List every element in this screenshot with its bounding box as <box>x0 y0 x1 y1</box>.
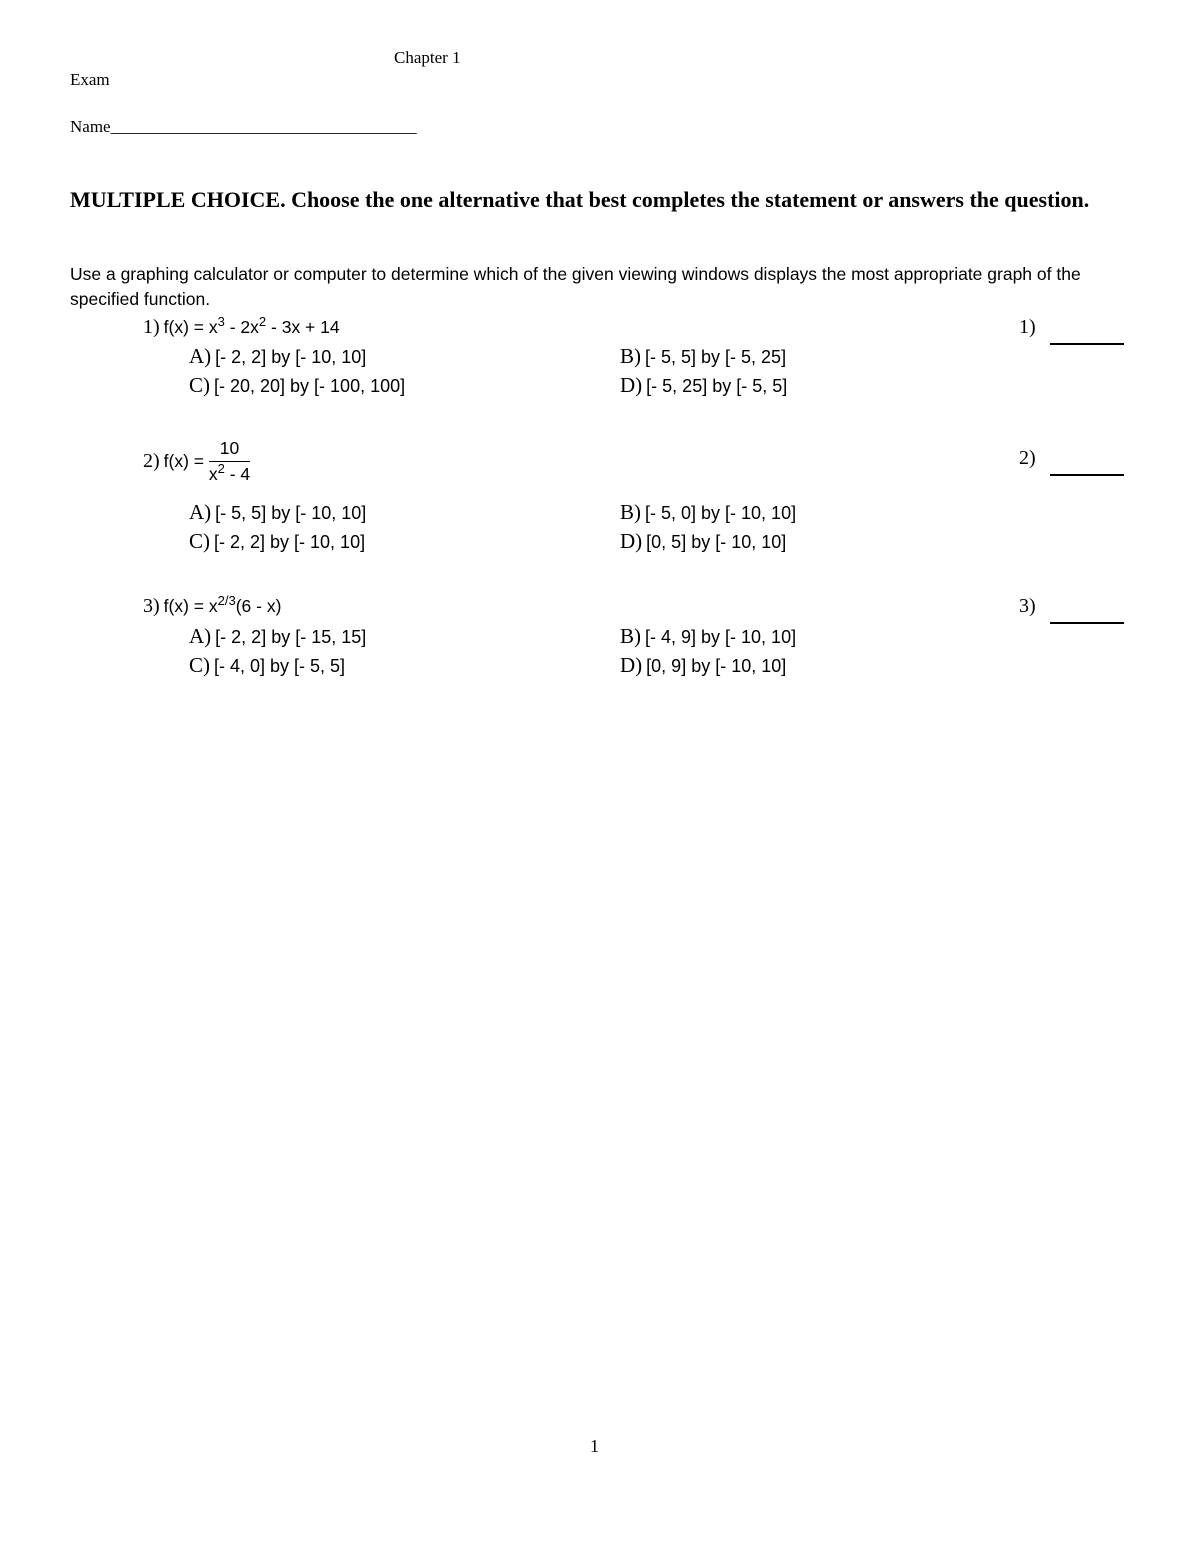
question-2-option-a[interactable] <box>189 500 366 525</box>
option-text: [- 2, 2] by [- 10, 10] <box>214 532 366 552</box>
page-number: 1 <box>590 1436 599 1456</box>
option-text: [- 5, 5] by [- 5, 25] <box>645 347 787 367</box>
q1-func-suffix: - 3x + 14 <box>266 317 340 337</box>
option-letter: B) <box>620 500 641 524</box>
option-letter: A) <box>189 344 212 368</box>
option-letter: A) <box>189 500 212 524</box>
question-2-option-d[interactable] <box>620 529 786 554</box>
q2-den-suffix: - 4 <box>224 464 251 484</box>
option-text: [- 2, 2] by [- 10, 10] <box>215 347 367 367</box>
q1-func-exp2: 2 <box>258 314 267 329</box>
answer-3-number: 3) <box>1019 595 1036 617</box>
answer-3-blank[interactable] <box>1050 622 1124 624</box>
answer-2-blank[interactable] <box>1050 474 1124 476</box>
name-label: Name <box>70 117 111 136</box>
question-1-option-c[interactable] <box>189 373 405 398</box>
q1-func-prefix: f(x) = x <box>163 317 218 337</box>
question-3-number: 3) <box>143 595 160 617</box>
q3-func-prefix: f(x) = x <box>163 596 218 616</box>
option-letter: D) <box>620 373 643 397</box>
question-1-option-a[interactable] <box>189 344 366 369</box>
q1-func-mid: - 2x <box>224 317 259 337</box>
option-letter: C) <box>189 373 210 397</box>
option-letter: C) <box>189 529 210 553</box>
exam-label: Exam <box>70 70 110 89</box>
question-1-option-b[interactable] <box>620 344 786 369</box>
option-text: [- 20, 20] by [- 100, 100] <box>214 376 406 396</box>
question-3-option-a[interactable] <box>189 624 366 649</box>
question-1-stem <box>143 316 340 339</box>
question-2-option-b[interactable] <box>620 500 796 525</box>
option-letter: D) <box>620 529 643 553</box>
question-2-option-c[interactable] <box>189 529 365 554</box>
q1-func-exp1: 3 <box>217 314 225 329</box>
fraction-denominator <box>209 462 250 485</box>
question-3-function <box>163 593 282 616</box>
option-text: [- 5, 25] by [- 5, 5] <box>646 376 788 396</box>
question-1-number: 1) <box>143 316 160 338</box>
section-instructions: Use a graphing calculator or computer to determine which of the given viewing windows displays the most appropriate graph of the specified function. <box>70 264 1081 309</box>
q3-func-suffix: (6 - x) <box>235 596 282 616</box>
option-letter: D) <box>620 653 643 677</box>
chapter-title: Chapter 1 <box>394 48 461 67</box>
option-text: [- 5, 0] by [- 10, 10] <box>645 503 797 523</box>
option-text: [- 5, 5] by [- 10, 10] <box>215 503 367 523</box>
option-text: [- 4, 9] by [- 10, 10] <box>645 627 797 647</box>
question-1-function <box>163 314 340 337</box>
question-3-option-d[interactable] <box>620 653 786 678</box>
section-heading: MULTIPLE CHOICE. Choose the one alternative that best completes the statement or answers the question. <box>70 187 1090 212</box>
question-1-option-d[interactable] <box>620 373 787 398</box>
answer-1-number: 1) <box>1019 316 1036 338</box>
question-2-fraction <box>209 438 250 485</box>
question-3-option-c[interactable] <box>189 653 345 678</box>
option-letter: B) <box>620 624 641 648</box>
answer-2-number: 2) <box>1019 447 1036 469</box>
name-field <box>70 117 417 137</box>
question-3-stem <box>143 595 281 618</box>
option-letter: A) <box>189 624 212 648</box>
option-text: [0, 9] by [- 10, 10] <box>646 656 787 676</box>
question-2-number: 2) <box>143 450 160 472</box>
option-letter: C) <box>189 653 210 677</box>
option-text: [- 4, 0] by [- 5, 5] <box>214 656 346 676</box>
option-text: [- 2, 2] by [- 15, 15] <box>215 627 367 647</box>
name-blank-line: ____________________________________ <box>110 117 417 136</box>
q3-func-exp1: 2/3 <box>217 593 236 608</box>
question-2-stem <box>143 438 250 485</box>
q2-den-base: x <box>208 464 218 484</box>
answer-1-blank[interactable] <box>1050 343 1124 345</box>
question-2-function-prefix: f(x) = <box>163 451 209 471</box>
option-text: [0, 5] by [- 10, 10] <box>646 532 787 552</box>
question-3-option-b[interactable] <box>620 624 796 649</box>
q2-den-exp: 2 <box>217 461 225 476</box>
option-letter: B) <box>620 344 641 368</box>
fraction-numerator: 10 <box>209 438 250 462</box>
